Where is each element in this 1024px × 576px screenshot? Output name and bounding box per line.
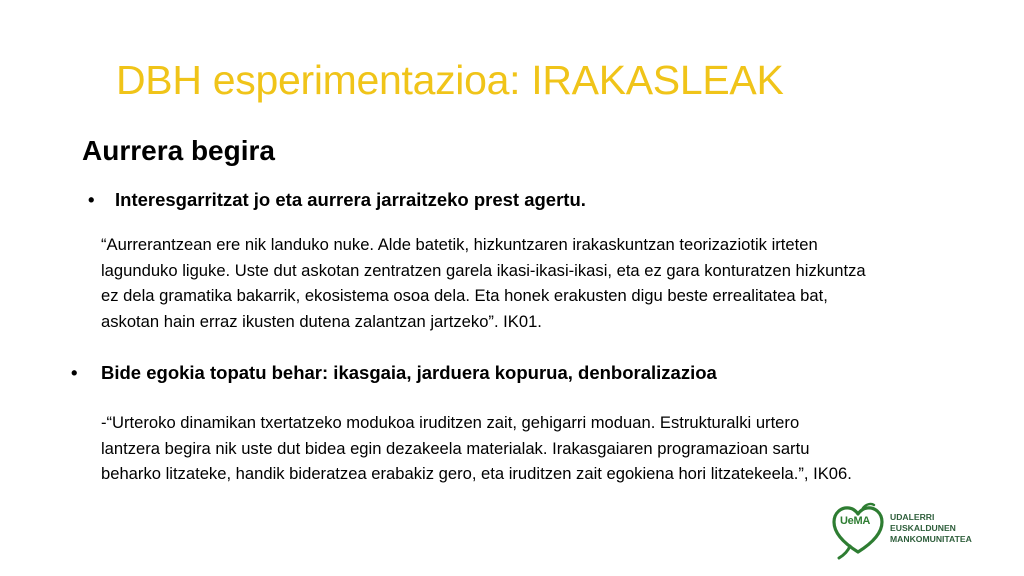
bullet-marker: • — [88, 189, 95, 210]
quote-block — [101, 232, 866, 334]
uema-logo-icon — [830, 502, 886, 560]
quote-line: beharko litzateke, handik bideratzea erabakiz gero, eta iruditzen zait egokiena hori litzatekeela.”, IK06. — [101, 464, 852, 483]
logo-line: EUSKALDUNEN — [890, 523, 956, 533]
section-subtitle: Aurrera begira — [82, 135, 275, 166]
slide-title: DBH esperimentazioa: IRAKASLEAK — [116, 57, 784, 103]
uema-logo — [830, 502, 990, 562]
quote-line: lantzera begira nik uste dut bidea egin dezakeela materialak. Irakasgaiaren programazioan sartu — [101, 438, 810, 458]
quote-line: -“Urteroko dinamikan txertatzeko modukoa iruditzen zait, gehigarri moduan. Estrukturalki urtero — [101, 413, 800, 432]
logo-badge: UeMA — [840, 515, 870, 527]
logo-line: MANKOMUNITATEA — [890, 534, 972, 544]
quote-line: lagunduko liguke. Uste dut askotan zentratzen garela ikasi-ikasi-ikasi, eta ez gara konturatzen hizkuntza — [101, 260, 866, 280]
quote-block — [101, 410, 852, 487]
quote-line: askotan hain erraz ikusten dutena zalantzan jartzeko”. IK01. — [101, 311, 542, 331]
bullet-marker: • — [71, 362, 78, 383]
bullet-heading: Bide egokia topatu behar: ikasgaia, jarduera kopurua, denboralizazioa — [101, 362, 717, 383]
quote-line: ez dela gramatika bakarrik, ekosistema osoa dela. Eta honek erakusten digu beste errealitatea bat, — [101, 286, 828, 305]
logo-wordmark — [890, 512, 972, 545]
quote-line: “Aurrerantzean ere nik landuko nuke. Alde batetik, hizkuntzaren irakaskuntzan teorizaziotik irteten — [101, 235, 818, 254]
logo-line: UDALERRI — [890, 512, 935, 522]
bullet-heading: Interesgarritzat jo eta aurrera jarraitzeko prest agertu. — [115, 189, 586, 210]
